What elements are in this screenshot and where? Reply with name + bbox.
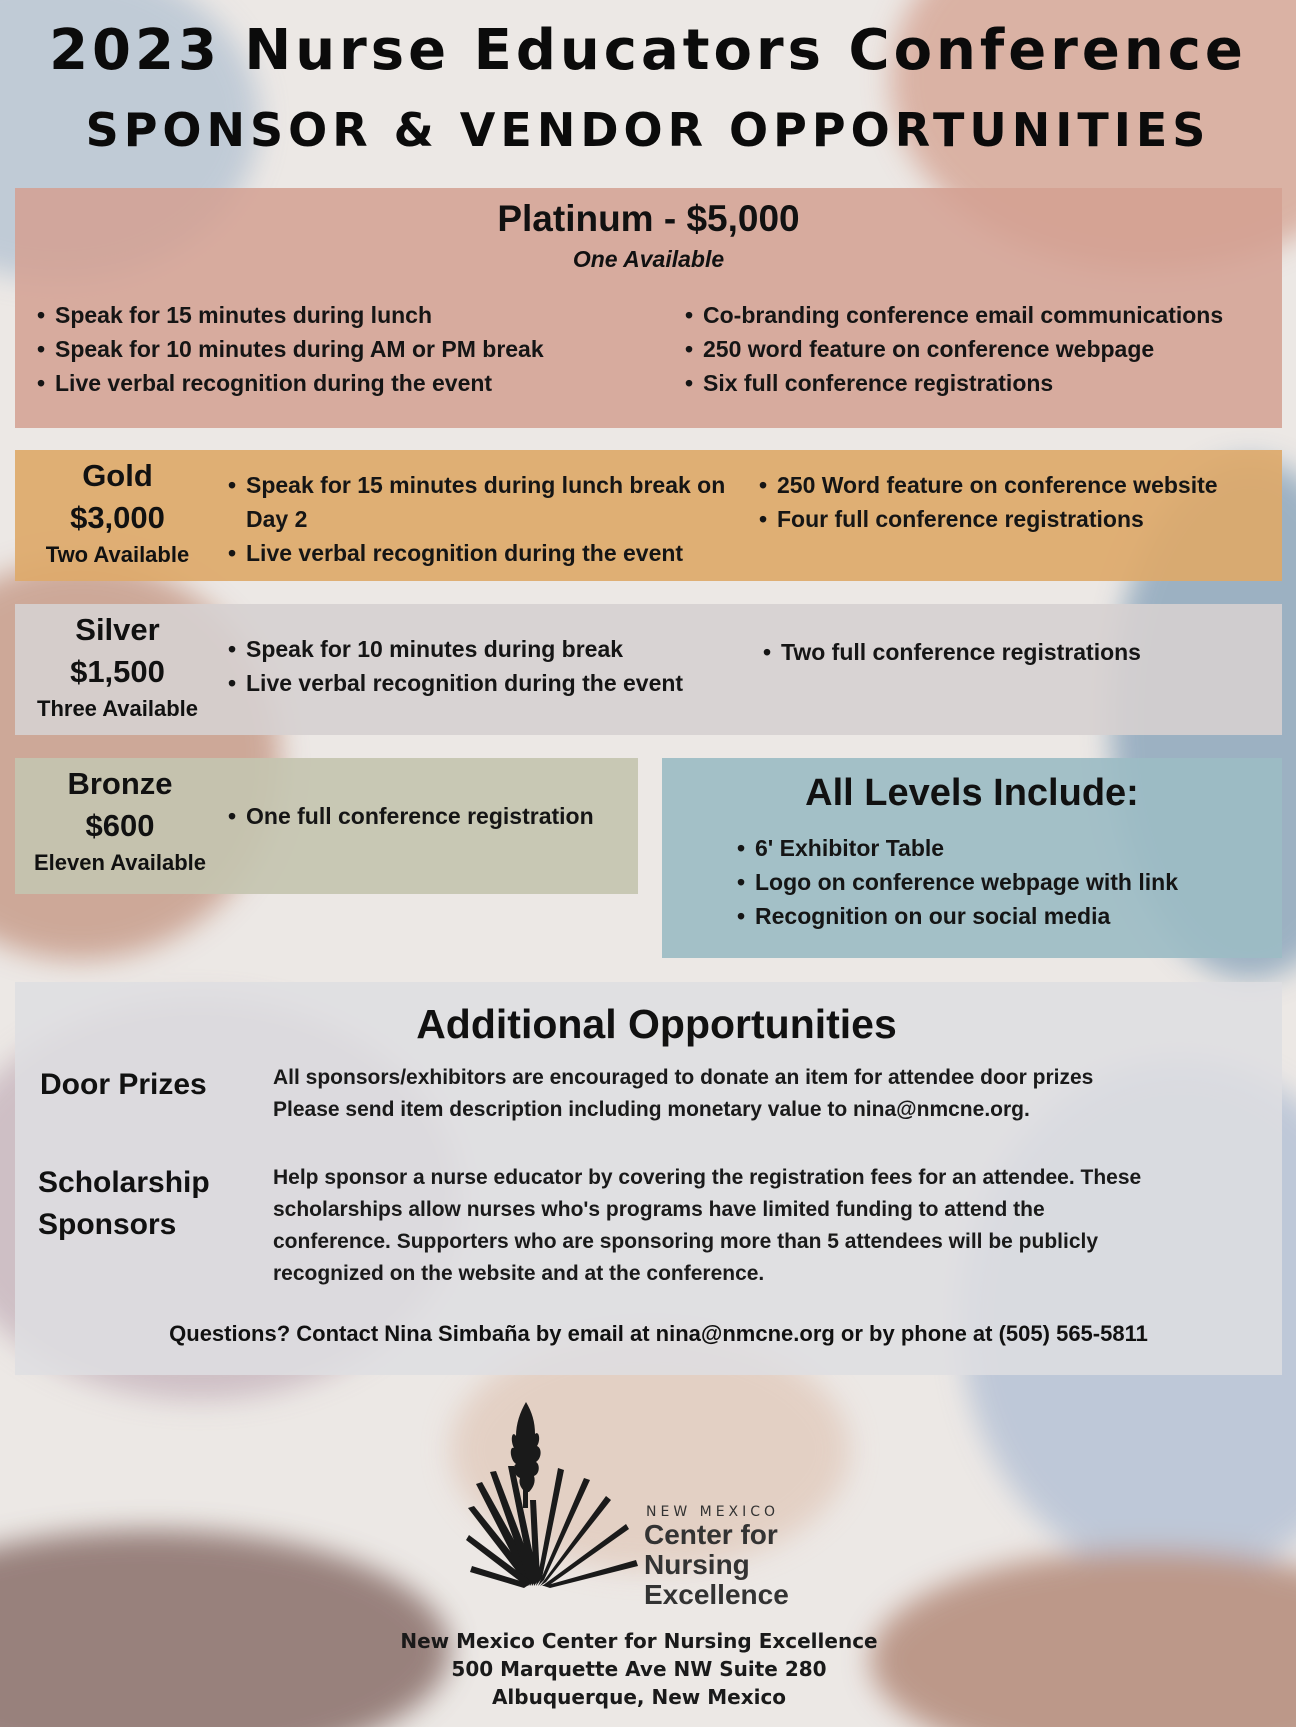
- logo-line: Center for: [644, 1519, 778, 1550]
- footer-organization: New Mexico Center for Nursing Excellence: [400, 1629, 878, 1653]
- platinum-panel: [15, 188, 1282, 428]
- list-item: • 250 Word feature on conference website: [757, 468, 1277, 502]
- bronze-benefits: [226, 799, 631, 833]
- list-item: • Recognition on our social media: [735, 899, 1275, 933]
- page-subtitle: SPONSOR & VENDOR OPPORTUNITIES: [85, 103, 1211, 157]
- silver-availability: Three Available: [37, 696, 198, 721]
- gold-price: $3,000: [70, 500, 165, 535]
- door-prizes-text: [273, 1062, 1263, 1126]
- list-item: • Speak for 15 minutes during lunch break on Day 2: [226, 468, 726, 536]
- bronze-tier: [15, 763, 225, 879]
- footer-street: 500 Marquette Ave NW Suite 280: [451, 1657, 827, 1681]
- list-item: • Live verbal recognition during the event: [226, 536, 726, 570]
- scholarship-label-line: Sponsors: [38, 1208, 177, 1241]
- platinum-benefits-right: [683, 298, 1273, 400]
- bronze-availability: Eleven Available: [33, 850, 206, 875]
- silver-panel: [15, 604, 1282, 735]
- silver-name: Silver: [75, 612, 160, 647]
- list-item: • 250 word feature on conference webpage: [683, 332, 1273, 366]
- conference-title: 2023 Nurse Educators Conference: [49, 18, 1247, 83]
- all-levels-panel: [662, 758, 1282, 958]
- gold-benefits-right: [757, 468, 1277, 536]
- scholarship-label-line: Scholarship: [38, 1166, 210, 1199]
- list-item: • Four full conference registrations: [757, 502, 1277, 536]
- bronze-price: $600: [85, 808, 155, 843]
- additional-heading: Additional Opportunities: [416, 1001, 897, 1047]
- gold-tier: [15, 455, 220, 571]
- list-item: • Six full conference registrations: [683, 366, 1273, 400]
- list-item: • Speak for 10 minutes during break: [226, 632, 726, 666]
- platinum-heading: Platinum - $5,000: [497, 198, 800, 239]
- door-prizes-line: All sponsors/exhibitors are encouraged to donate an item for attendee door prizes: [273, 1066, 1094, 1089]
- yucca-plant-icon: [466, 1400, 641, 1590]
- contact-questions: Questions? Contact Nina Simbaña by email at nina@nmcne.org or by phone at (505) 565-5811: [169, 1321, 1148, 1346]
- gold-name: Gold: [82, 458, 153, 493]
- list-item: • Two full conference registrations: [761, 635, 1261, 669]
- list-item: • Logo on conference webpage with link: [735, 865, 1275, 899]
- gold-availability: Two Available: [45, 542, 190, 567]
- silver-price: $1,500: [70, 654, 165, 689]
- door-prizes-label: Door Prizes: [40, 1068, 207, 1101]
- scholarship-line: scholarships allow nurses who's programs have limited funding to attend the: [273, 1198, 1045, 1221]
- platinum-availability: One Available: [572, 246, 725, 272]
- scholarship-text: [273, 1162, 1273, 1290]
- all-levels-heading: All Levels Include:: [805, 772, 1139, 814]
- logo-line: Excellence: [644, 1579, 789, 1610]
- list-item: • 6' Exhibitor Table: [735, 831, 1275, 865]
- list-item: • Speak for 10 minutes during AM or PM break: [35, 332, 655, 366]
- list-item: • Speak for 15 minutes during lunch: [35, 298, 655, 332]
- silver-benefits-right: [761, 635, 1261, 669]
- all-levels-list: [735, 831, 1275, 933]
- logo-line: Nursing: [644, 1549, 750, 1580]
- silver-benefits-left: [226, 632, 726, 700]
- scholarship-label: [38, 1162, 258, 1246]
- list-item: • One full conference registration: [226, 799, 631, 833]
- scholarship-line: Help sponsor a nurse educator by covering the registration fees for an attendee. These: [273, 1166, 1142, 1189]
- list-item: • Live verbal recognition during the event: [226, 666, 726, 700]
- additional-panel: [15, 982, 1282, 1375]
- bronze-panel: [15, 758, 638, 894]
- platinum-benefits-left: [35, 298, 655, 400]
- logo-new-mexico: NEW MEXICO: [646, 1504, 780, 1520]
- gold-benefits-left: [226, 468, 726, 570]
- scholarship-line: conference. Supporters who are sponsoring more than 5 attendees will be publicly: [273, 1230, 1099, 1253]
- gold-panel: [15, 450, 1282, 581]
- bronze-name: Bronze: [67, 766, 173, 801]
- scholarship-line: recognized on the website and at the conference.: [273, 1262, 765, 1285]
- list-item: • Co-branding conference email communications: [683, 298, 1273, 332]
- silver-tier: [15, 609, 220, 725]
- organization-logo: [466, 1400, 826, 1610]
- list-item: • Live verbal recognition during the event: [35, 366, 655, 400]
- footer-city: Albuquerque, New Mexico: [491, 1685, 787, 1709]
- door-prizes-line: Please send item description including monetary value to nina@nmcne.org.: [273, 1098, 1030, 1121]
